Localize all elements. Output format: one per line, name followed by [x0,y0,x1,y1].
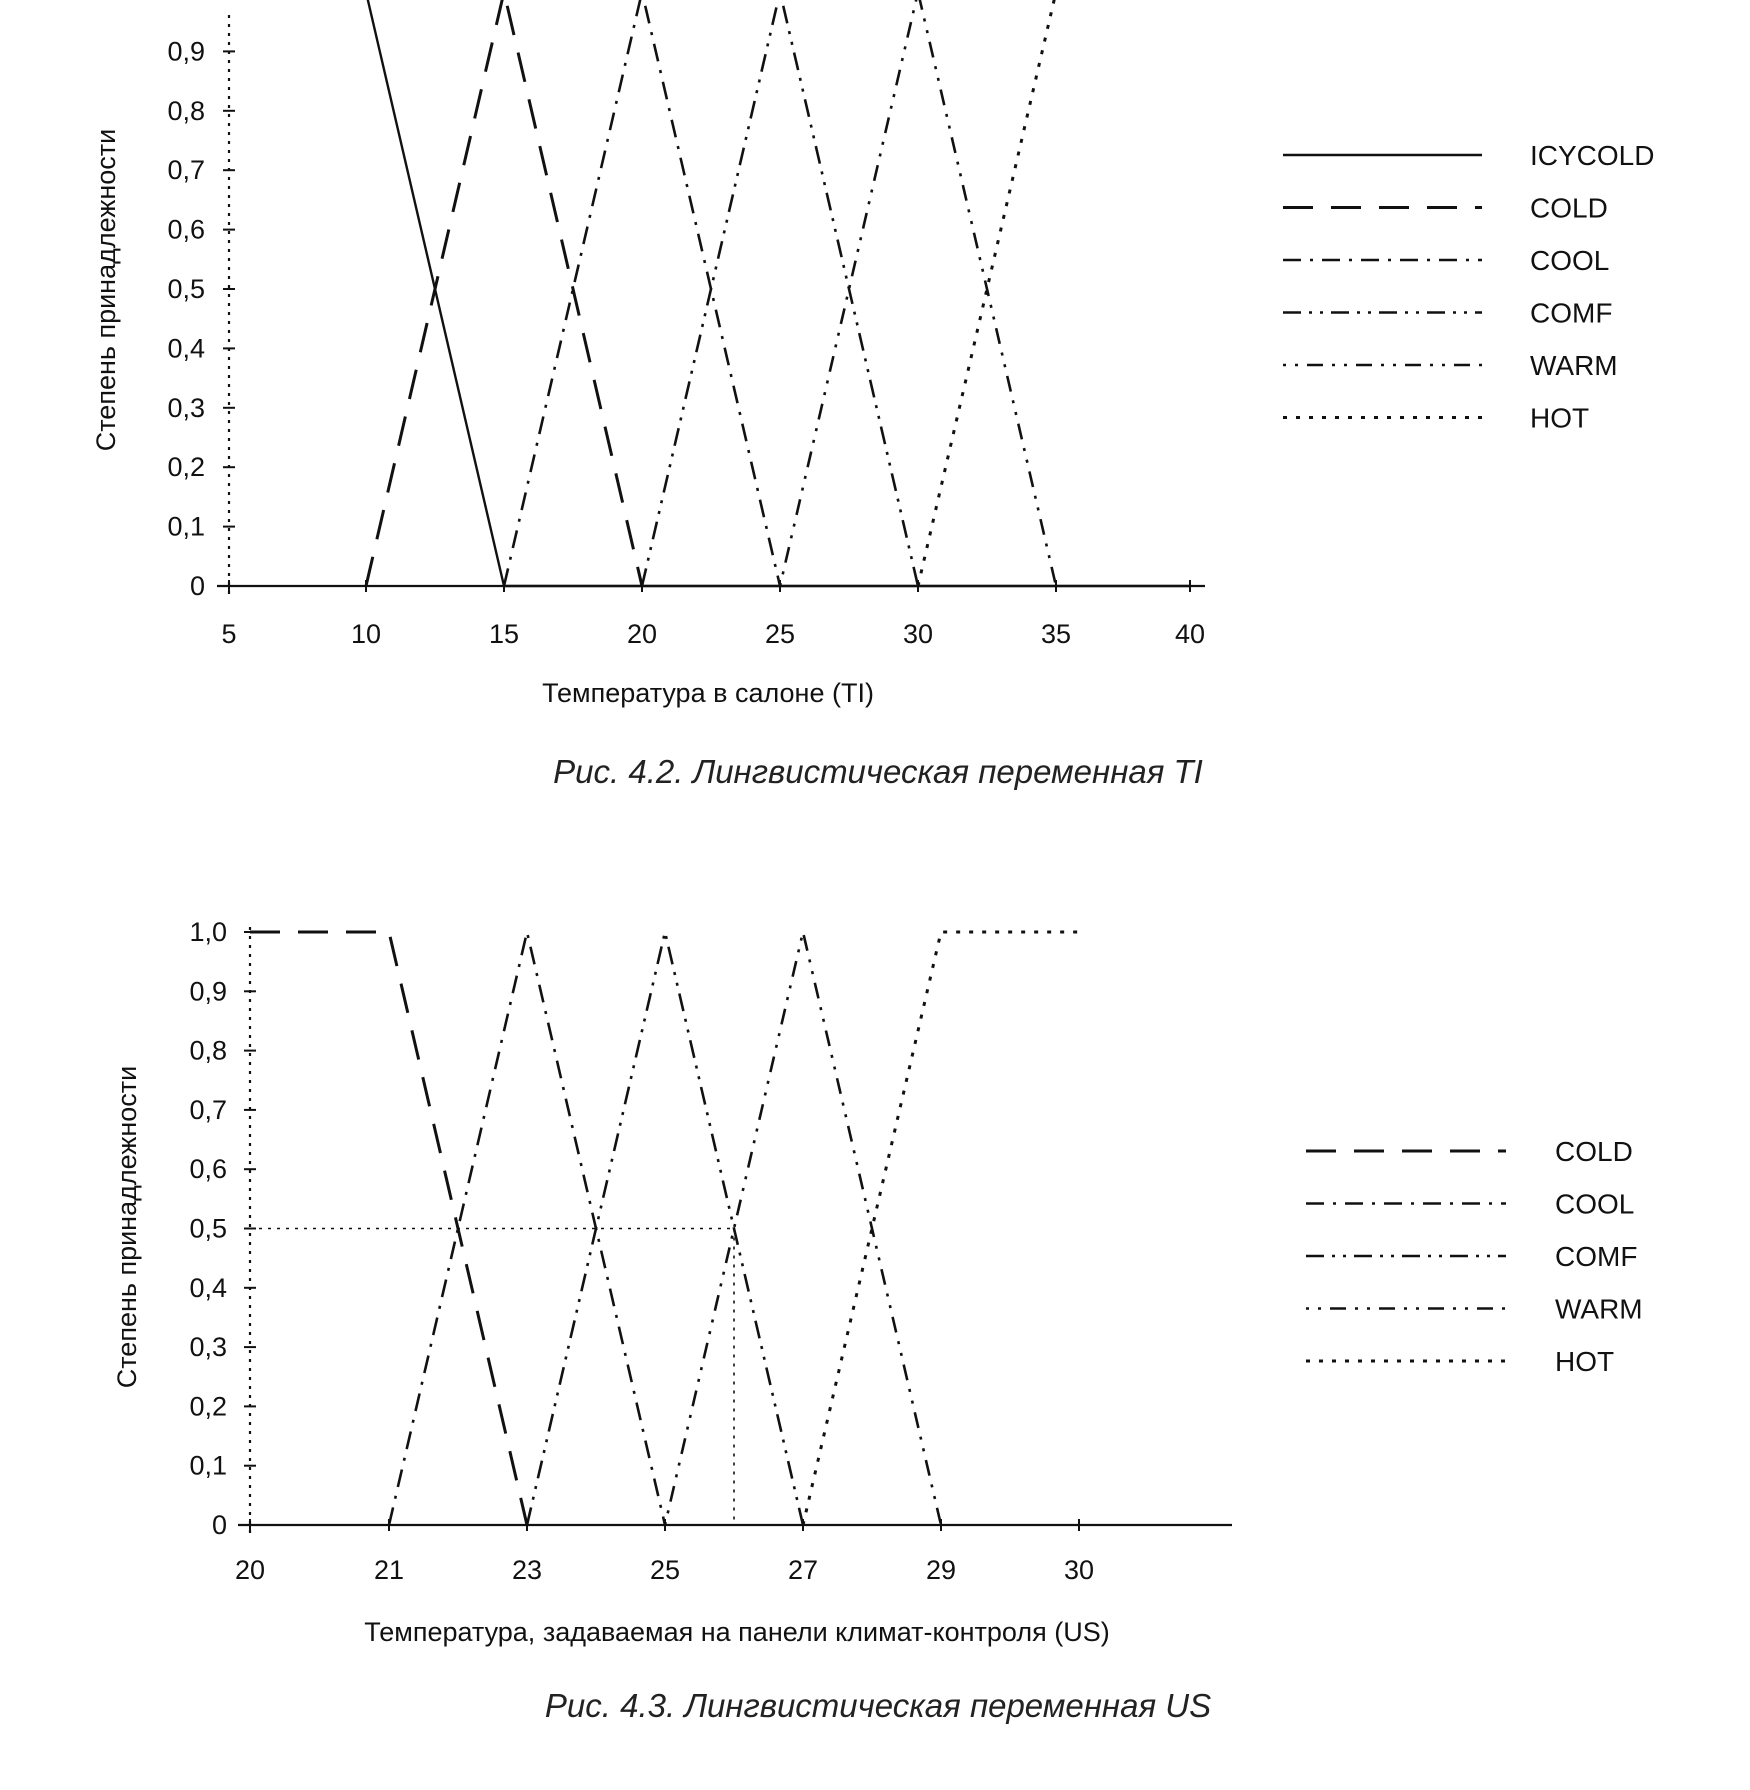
x-tick-label: 20 [626,619,658,649]
x-tick-label: 35 [1040,619,1072,649]
y-tick-label: 0,2 [167,452,205,483]
y-tick-label: 0,7 [167,155,205,186]
chart-ti [91,0,1654,790]
legend-label-hot: HOT [1555,1346,1615,1377]
x-tick-label: 29 [925,1555,957,1585]
y-tick-label: 0,7 [189,1094,227,1125]
y-tick-label: 0,4 [189,1272,227,1303]
x-tick-label: 30 [902,619,934,649]
chart-us-y-axis-label: Степень принадлежности [112,1065,142,1389]
chart-ti-series [229,0,1190,586]
y-tick-label: 0,6 [189,1154,227,1185]
chart-us-legend [1306,1136,1643,1377]
series-line-hot [803,932,1079,1525]
y-tick-label: 0,8 [167,95,205,126]
series-line-hot [918,0,1190,586]
chart-ti-y-axis-label: Степень принадлежности [91,128,121,452]
y-tick-label: 0,9 [167,36,205,67]
chart-ti-axes [217,10,1205,594]
chart-us-x-axis-label: Температура, задаваемая на панели климат-контроля (US) [364,1617,1110,1647]
legend-label-comf: COMF [1555,1241,1638,1272]
x-tick-label: 30 [1063,1555,1095,1585]
series-line-cool [504,0,780,586]
y-tick-label: 0,2 [189,1391,227,1422]
y-tick-label: 0,3 [189,1332,227,1363]
legend-label-warm: WARM [1555,1293,1643,1325]
legend-label-comf: COMF [1530,297,1613,329]
x-tick-label: 25 [764,619,796,649]
y-tick-label: 0,1 [167,511,205,542]
x-tick-label: 15 [488,619,520,649]
x-tick-label: 27 [787,1555,819,1585]
legend-label-warm: WARM [1530,350,1618,381]
chart-us-tick-labels [189,917,1094,1585]
series-line-comf [642,0,918,586]
y-tick-label: 0,9 [189,976,227,1007]
x-tick-label: 10 [350,619,382,649]
y-tick-label: 0 [211,1510,227,1540]
y-tick-label: 0,1 [189,1450,227,1481]
chart-us [112,917,1643,1724]
y-tick-label: 0,5 [189,1213,227,1244]
series-line-warm [780,0,1056,586]
x-tick-label: 23 [511,1555,543,1585]
y-tick-label: 0,6 [167,214,205,245]
x-tick-label: 5 [221,619,237,649]
y-tick-label: 0,8 [189,1035,227,1066]
chart-ti-x-axis-label: Температура в салоне (TI) [542,678,874,708]
chart-us-caption: Рис. 4.3. Лингвистическая переменная US [544,1687,1212,1724]
x-tick-label: 21 [373,1555,405,1585]
y-tick-label: 0 [189,571,205,601]
legend-label-hot: HOT [1530,402,1590,434]
legend-label-cold: COLD [1530,192,1608,224]
chart-ti-legend [1283,140,1654,434]
series-line-warm [665,932,941,1525]
legend-label-cool: COOL [1530,245,1610,276]
x-tick-label: 20 [234,1555,266,1585]
y-tick-label: 0,5 [167,274,205,304]
y-tick-label: 0,4 [167,333,205,364]
legend-label-icycold: ICYCOLD [1530,140,1655,171]
y-tick-label: 1,0 [189,917,227,947]
x-tick-label: 40 [1174,619,1206,649]
legend-label-cold: COLD [1555,1136,1633,1167]
y-tick-label: 0,3 [167,392,205,423]
x-tick-label: 25 [649,1555,681,1585]
chart-ti-caption: Рис. 4.2. Лингвистическая переменная TI [553,753,1203,790]
series-line-cold [366,0,642,586]
legend-label-cool: COOL [1555,1188,1635,1220]
